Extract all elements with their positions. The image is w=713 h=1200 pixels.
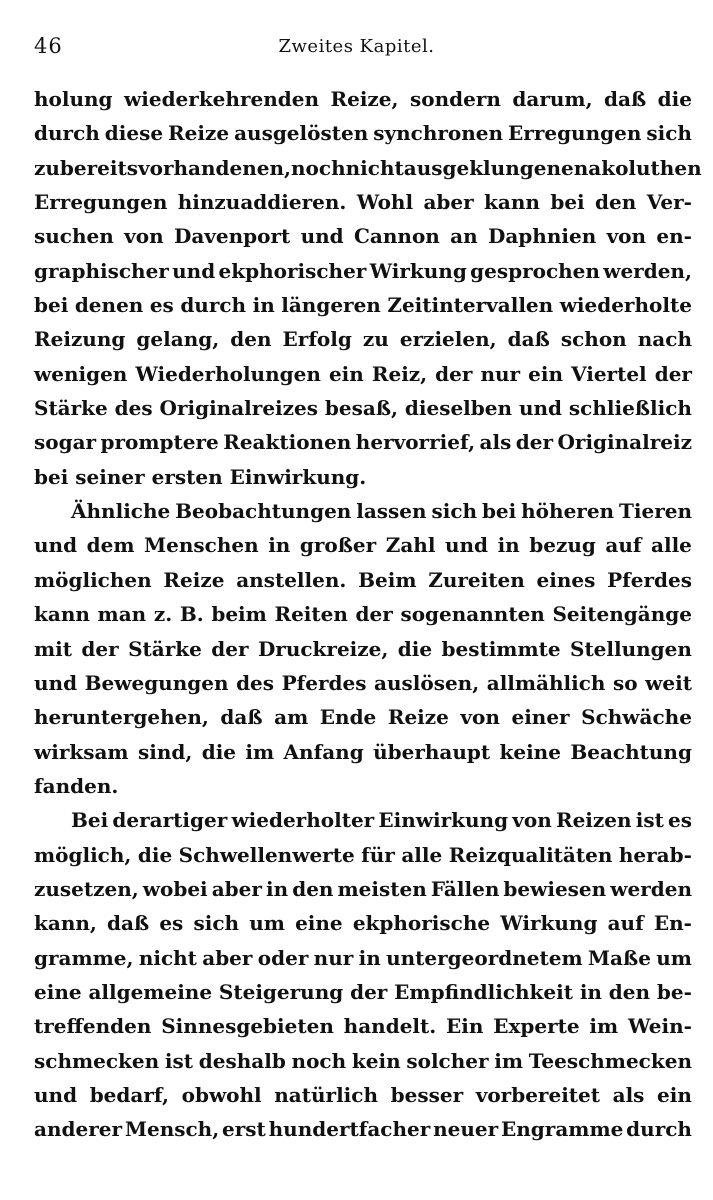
- text-line: sogar promptere Reaktionen hervorrief, als der Originalreiz: [34, 430, 692, 455]
- text-line: möglichen Reize anstellen. Beim Zureiten eines Pferdes: [34, 567, 692, 592]
- text-line: und bedarf, obwohl natürlich besser vorbereitet als ein: [34, 1082, 692, 1107]
- text-line: wenigen Wiederholungen ein Reiz, der nur ein Viertel der: [34, 361, 692, 386]
- text-line: graphischer und ekphorischer Wirkung gesprochen werden,: [34, 258, 692, 283]
- text-line: Stärke des Originalreizes besaß, dieselben und schließlich: [34, 396, 692, 421]
- text-line: bei denen es durch in längeren Zeitintervallen wiederholte: [34, 293, 692, 318]
- text-line: Ähnliche Beobachtungen lassen sich bei höheren Tieren: [71, 499, 692, 524]
- text-line: suchen von Davenport und Cannon an Daphnien von en-: [34, 224, 692, 249]
- text-line: mit der Stärke der Druckreize, die bestimmte Stellungen: [34, 636, 692, 661]
- text-line: und dem Menschen in großer Zahl und in bezug auf alle: [34, 533, 692, 558]
- text-line: anderer Mensch, erst hundertfacher neuer Engramme durch: [34, 1117, 692, 1142]
- text-line: Erregungen hinzuaddieren. Wohl aber kann bei den Ver-: [34, 190, 692, 215]
- text-line: kann man z. B. beim Reiten der sogenannten Seitengänge: [34, 602, 692, 627]
- text-line: und Bewegungen des Pferdes auslösen, allmählich so weit: [34, 670, 692, 695]
- text-line: Bei derartiger wiederholter Einwirkung von Reizen ist es: [71, 808, 692, 833]
- text-line: schmecken ist deshalb noch kein solcher im Teeschmecken: [34, 1048, 692, 1073]
- text-line: zusetzen, wobei aber in den meisten Fällen bewiesen werden: [34, 876, 692, 901]
- text-line: gramme, nicht aber oder nur in untergeordnetem Maße um: [34, 945, 692, 970]
- text-line: bei seiner ersten Einwirkung.: [34, 464, 367, 489]
- body-text: [34, 82, 702, 1147]
- text-line: holung wiederkehrenden Reize, sondern darum, daß die: [34, 87, 692, 111]
- page-number: 46: [34, 34, 63, 58]
- text-line: durch diese Reize ausgelösten synchronen Erregungen sich: [34, 121, 692, 146]
- text-line: heruntergehen, daß am Ende Reize von einer Schwäche: [34, 705, 692, 730]
- text-line: kann, daß es sich um eine ekphorische Wirkung auf En-: [34, 911, 692, 936]
- text-line: fanden.: [34, 773, 119, 798]
- text-line: treffenden Sinnesgebieten handelt. Ein Experte im Wein-: [34, 1014, 692, 1039]
- text-line: eine allgemeine Steigerung der Empfindlichkeit in den be-: [34, 979, 692, 1004]
- text-line: möglich, die Schwellenwerte für alle Reizqualitäten herab-: [34, 842, 692, 867]
- text-line: Reizung gelang, den Erfolg zu erzielen, daß schon nach: [34, 327, 692, 352]
- text-line: zu bereits vorhandenen, noch nicht ausgeklungenen akoluthen: [34, 155, 702, 180]
- text-line: wirksam sind, die im Anfang überhaupt keine Beachtung: [34, 739, 692, 764]
- running-head: Zweites Kapitel.: [278, 36, 435, 57]
